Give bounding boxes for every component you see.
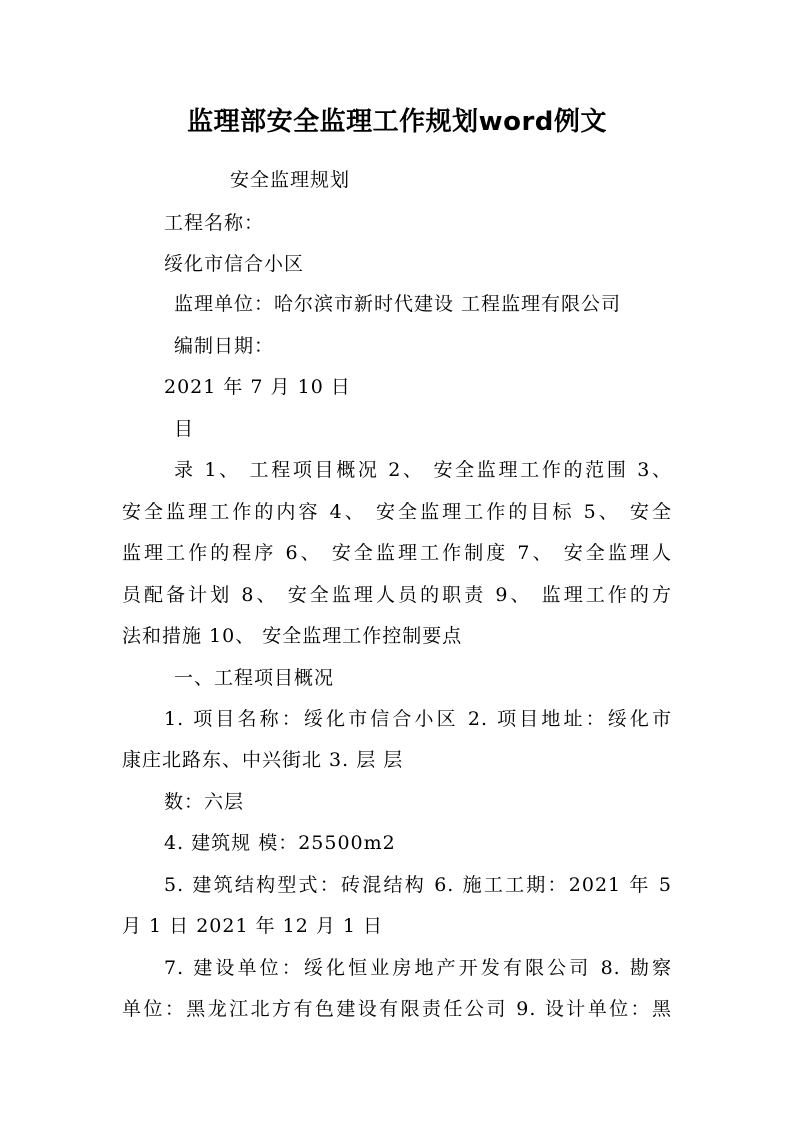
document-title: 监理部安全监理工作规划word例文 (187, 107, 607, 137)
project-info-line-2: 康庄北路东、中兴街北 3. 层 层 (122, 749, 404, 771)
project-info-line-4: 4. 建筑规 模：25500m2 (164, 832, 396, 854)
project-info-line-3: 数：六层 (164, 791, 245, 813)
toc-line-4: 员配备计划 8、 安全监理人员的职责 9、 监理工作的方 (122, 584, 672, 606)
project-info-line-6: 月 1 日 2021 年 12 月 1 日 (122, 915, 384, 937)
toc-line-5: 法和措施 10、 安全监理工作控制要点 (122, 625, 463, 647)
toc-heading: 目 (174, 418, 195, 440)
toc-line-2: 安全监理工作的内容 4、 安全监理工作的目标 5、 安全 (122, 501, 672, 523)
project-info-line-1: 1. 项目名称：绥化市信合小区 2. 项目地址：绥化市 (164, 708, 672, 730)
subtitle-line: 安全监理规划 (230, 169, 351, 191)
project-name-value: 绥化市信合小区 (164, 253, 305, 275)
project-info-line-7: 7. 建设单位：绥化恒业房地产开发有限公司 8. 勘察 (164, 957, 672, 979)
compile-date-value: 2021 年 7 月 10 日 (164, 376, 351, 398)
project-info-line-8: 单位：黑龙江北方有色建设有限责任公司 9. 设计单位：黑 (122, 998, 672, 1020)
toc-line-3: 监理工作的程序 6、 安全监理工作制度 7、 安全监理人 (122, 542, 672, 564)
compile-date-label: 编制日期： (174, 335, 275, 357)
project-info-line-5: 5. 建筑结构型式：砖混结构 6. 施工工期：2021 年 5 (164, 874, 672, 896)
project-name-label: 工程名称： (164, 212, 265, 234)
toc-line-1: 录 1、 工程项目概况 2、 安全监理工作的范围 3、 (174, 459, 672, 481)
section-heading-1: 一、工程项目概况 (174, 667, 335, 689)
supervisor-unit-line: 监理单位：哈尔滨市新时代建设 工程监理有限公司 (174, 293, 622, 315)
